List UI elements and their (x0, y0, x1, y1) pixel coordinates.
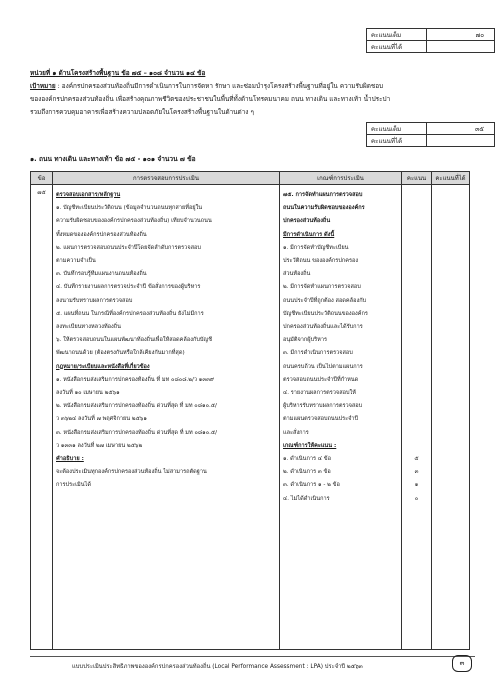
evaluation-line: ๗๕. การจัดทำแผนการตรวจสอบ (283, 192, 363, 198)
score-line: ๓ (414, 469, 419, 476)
score-box-section (366, 122, 495, 147)
score-line: ๐ (414, 495, 419, 502)
criteria-line: ๑. หนังสือกรมส่งเสริมการปกครองท้องถิ่น ที่ มท ๐๘๐๘.๒/ว ๑๓๓๙ (56, 376, 215, 383)
criteria-line: ว ๑๓๓๑ ลงวันที่ ๒๗ เมษายน ๒๕๖๒ (56, 442, 143, 449)
score-line: ๑ (414, 482, 419, 489)
unit-objective (30, 80, 470, 119)
criteria-line: จะต้องประเมินทุกองค์กรปกครองส่วนท้องถิ่น ไม่สามารถตัดฐาน (56, 469, 207, 476)
obtained-score-value (426, 41, 494, 53)
evaluation-line: ประวัติถนน ขององค์กรปกครอง (283, 258, 359, 265)
score-line (405, 268, 428, 281)
criteria-line: การประเมินได้ (56, 482, 91, 489)
score-line (405, 374, 428, 387)
objective-line: รวมถึงการควบคุมอาคารเพื่อสร้างความปลอดภัยในโครงสร้างพื้นฐานในด้านต่าง ๆ (30, 108, 254, 116)
criteria-cell (53, 185, 280, 650)
item-number: ๗๕ (31, 185, 53, 650)
score-line (405, 189, 428, 202)
score-cell (402, 185, 432, 650)
evaluation-line: ๒. มีการจัดทำแผนการตรวจสอบ (283, 284, 361, 291)
criteria-line: ลงทะเบียนทางหลวงท้องถิ่น (56, 324, 121, 331)
header-evaluation: เกณฑ์การประเมิน (280, 172, 402, 185)
criteria-line: ๓. หนังสือกรมส่งเสริมการปกครองท้องถิ่น ด่วนที่สุด ที่ มท ๐๘๑๐.๕/ (56, 429, 218, 436)
obtained-score-value (426, 135, 494, 147)
score-line (405, 440, 428, 453)
score-line (405, 295, 428, 308)
obtained-score-label: คะแนนที่ได้ (367, 41, 427, 53)
evaluation-line: บัญชีทะเบียนประวัติถนนขององค์กร (283, 310, 368, 317)
score-line (405, 202, 428, 215)
evaluation-line: ๓. ดำเนินการ ๑ - ๒ ข้อ (283, 482, 340, 489)
evaluation-line: ส่วนท้องถิ่น (283, 271, 311, 278)
full-score-value: ๗๐ (426, 29, 494, 41)
evaluation-line: อนุมัติจากผู้บริหาร (283, 337, 327, 344)
score-line (405, 427, 428, 440)
criteria-line: ๒. หนังสือกรมส่งเสริมการปกครองท้องถิ่น ด่วนที่สุด ที่ มท ๐๘๑๐.๕/ (56, 403, 217, 410)
evaluation-line: ๓. มีการดำเนินการตรวจสอบ (283, 350, 353, 357)
score-line (405, 361, 428, 374)
criteria-line: ตามความจำเป็น (56, 258, 96, 265)
header-obtained-score: คะแนนที่ได้ (432, 172, 470, 185)
criteria-line: คำอธิบาย : (56, 456, 84, 463)
score-line: ๕ (414, 456, 419, 463)
evaluation-line: ถนนในความรับผิดชอบขององค์กร (283, 205, 365, 212)
criteria-line: พัฒนาถนนด้วย (ต้องตรงกันหรือใกล้เคียงกันมากที่สุด) (56, 350, 185, 357)
criteria-line: ๓. บันทึกรอบรู้ทีมแผนงานถนนท้องถิ่น (56, 271, 147, 278)
score-line (405, 387, 428, 400)
evaluation-line: ๒. ดำเนินการ ๓ ข้อ (283, 469, 331, 476)
criteria-line: กฎหมาย/ระเบียบและหนังสือที่เกี่ยวข้อง (56, 363, 150, 370)
full-score-label: คะแนนเต็ม (367, 29, 427, 41)
criteria-line: ๕. แผนที่ถนน ในกรณีที่องค์กรปกครองส่วนท้องถิ่น ยังไม่มีการ (56, 310, 204, 317)
score-line (405, 215, 428, 228)
obtained-score-cell (432, 185, 470, 650)
section-title: ๑. ถนน ทางเดิน และทางเท้า ข้อ ๗๕ - ๑๐๑ จำนวน ๗ ข้อ (30, 155, 196, 163)
score-line (405, 347, 428, 360)
criteria-line: ลงนามรับทราบผลการตรวจสอบ (56, 297, 133, 304)
objective-line: ขององค์กรปกครองส่วนท้องถิ่น เพื่อสร้างคุณภาพชีวิตของประชาชนในพื้นที่ทั้งด้านโทรคมนาคม ถนน ทางเดิน และทางเท้า น้ำประปา (30, 95, 391, 103)
criteria-line: ทั้งหมดขององค์กรปกครองส่วนท้องถิ่น (56, 231, 147, 238)
criteria-line: ความรับผิดชอบขององค์กรปกครองส่วนท้องถิ่น) เทียบจำนวนถนน (56, 218, 212, 225)
evaluation-line: ๔. รายงานผลการตรวจสอบให้ (283, 390, 356, 397)
header-criteria: การตรวจสอบการประเมิน (53, 172, 280, 185)
objective-line: : องค์กรปกครองส่วนท้องถิ่นมีการดำเนินการในการจัดหา รักษา และซ่อมบำรุงโครงสร้างพื้นฐานที่อยู่ใน ความรับผิดชอบ (55, 82, 384, 90)
score-line (405, 321, 428, 334)
full-score-value: ๓๕ (426, 123, 494, 135)
evaluation-line: ปกครองส่วนท้องถิ่น (283, 218, 331, 225)
evaluation-line: ถนนประจำปีที่ถูกต้อง สอดคล้องกับ (283, 297, 367, 304)
criteria-line: ตรวจสอบเอกสาร/หลักฐาน (56, 192, 121, 198)
criteria-line: ว ๓๖๒๔ ลงวันที่ ๗ พฤศจิกายน ๒๕๖๑ (56, 416, 147, 423)
evaluation-line: ถนนครบถ้วน เป็นไปตามแผนการ (283, 363, 363, 370)
score-line (405, 229, 428, 242)
score-line (405, 255, 428, 268)
evaluation-cell (280, 185, 402, 650)
table-row (31, 185, 470, 650)
unit-title: หน่วยที่ ๑ ด้านโครงสร้างพื้นฐาน ข้อ ๗๕ – ๑๐๘ จำนวน ๑๔ ข้อ (30, 69, 206, 77)
criteria-line: ลงวันที่ ๑๐ เมษายน ๒๕๖๑ (56, 390, 120, 397)
criteria-line: ๒. แผนการตรวจสอบถนนประจำปีโดยจัดลำดับการตรวจสอบ (56, 244, 201, 251)
page-number: ๓ (452, 655, 472, 672)
criteria-line: ๖. ให้ตรวจสอบถนนในแผนพัฒนาท้องถิ่นเพื่อให้สอดคล้องกับบัญชี (56, 337, 212, 344)
footer-divider (30, 656, 475, 657)
evaluation-line: ๔. ไม่ได้ดำเนินการ (283, 495, 330, 502)
table-header-row (31, 172, 470, 185)
criteria-line: ๔. บันทึกรายงานผลการตรวจประจำปี ข้อสั่งการของผู้บริหาร (56, 284, 201, 291)
obtained-score-label: คะแนนที่ได้ (367, 135, 427, 147)
header-score: คะแนน (402, 172, 432, 185)
footer-text: แบบประเมินประสิทธิภาพขององค์กรปกครองส่วนท้องถิ่น (Local Performance Assessment : LPA) ประจำปี ๒๕๖๓ (72, 664, 363, 670)
score-line (405, 334, 428, 347)
evaluation-line: ตรวจสอบถนนประจำปีที่กำหนด (283, 376, 359, 383)
evaluation-line: ปกครองส่วนท้องถิ่นและได้รับการ (283, 324, 363, 331)
score-line (405, 281, 428, 294)
criteria-table (30, 171, 470, 650)
evaluation-line: ตามแผนตรวจสอบถนนประจำปี (283, 416, 359, 423)
evaluation-line: มีการดำเนินการ ดังนี้ (283, 231, 335, 238)
evaluation-line: และสั่งการ (283, 429, 309, 436)
evaluation-line: ผู้บริหารรับทราบผลการตรวจสอบ (283, 403, 363, 410)
evaluation-line: ๑. ดำเนินการ ๔ ข้อ (283, 456, 331, 463)
header-item-no: ข้อ (31, 172, 53, 185)
criteria-line: ๑. บัญชีทะเบียนประวัติถนน (ข้อมูลจำนวนถนนทุกสายที่อยู่ใน (56, 205, 203, 212)
score-line (405, 400, 428, 413)
evaluation-line: ๑. มีการจัดทำบัญชีทะเบียน (283, 244, 349, 251)
score-line (405, 413, 428, 426)
score-box-top (366, 28, 495, 53)
evaluation-line: เกณฑ์การให้คะแนน : (283, 442, 337, 449)
score-line (405, 242, 428, 255)
objective-label: เป้าหมาย (30, 82, 56, 90)
full-score-label: คะแนนเต็ม (367, 123, 427, 135)
score-line (405, 308, 428, 321)
unit-header (30, 67, 470, 119)
